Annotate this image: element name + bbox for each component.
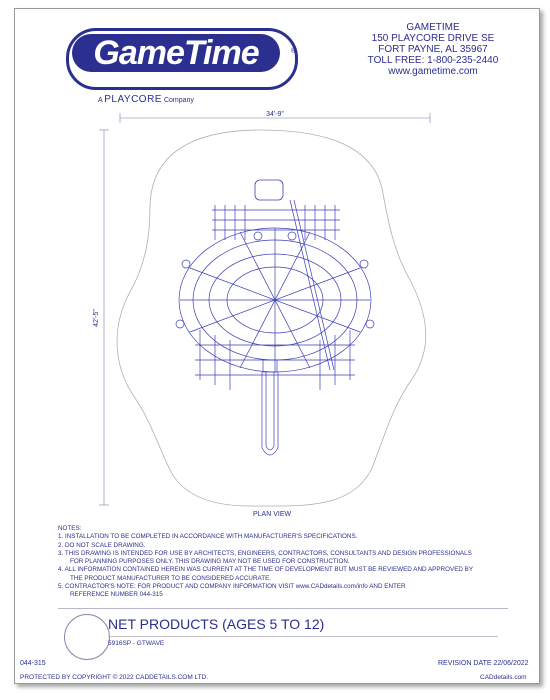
company-phone: TOLL FREE: 1-800-235-2440 <box>367 55 499 66</box>
width-dimension-label: 34'-9" <box>266 111 284 118</box>
company-name: GAMETIME <box>406 22 460 33</box>
tagline-brand: PLAYCORE <box>104 94 162 105</box>
net-structure <box>179 200 371 390</box>
note-1: 1. INSTALLATION TO BE COMPLETED IN ACCORDANCE WITH MANUFACTURER'S SPECIFICATIONS. <box>58 533 358 541</box>
title-block-circle <box>64 614 110 660</box>
copyright-notice: PROTECTED BY COPYRIGHT © 2022 CADDETAILS.COM LTD. <box>20 674 209 681</box>
logo-text: GameTime <box>93 34 259 72</box>
top-deck <box>255 180 283 200</box>
company-address-2: FORT PAYNE, AL 35967 <box>378 44 488 55</box>
revision-date: REVISION DATE 22/06/2022 <box>438 660 529 667</box>
note-3: 3. THIS DRAWING IS INTENDED FOR USE BY ARCHITECTS, ENGINEERS, CONTRACTORS, CONSULTANTS AND DESIGN PROFESSIONALS <box>58 549 472 557</box>
note-5-cont: REFERENCE NUMBER 044-315 <box>70 591 163 599</box>
note-4: 4. ALL INFORMATION CONTAINED HEREIN WAS CURRENT AT THE TIME OF DEVELOPMENT BUT MUST BE REVIEWED AND APPROVED BY <box>58 566 474 574</box>
reference-code: 044-315 <box>20 660 46 667</box>
tagline-suffix: Company <box>163 97 194 104</box>
slide <box>262 360 278 455</box>
note-4-cont: THE PRODUCT MANUFACTURER TO BE CONSIDERED ACCURATE. <box>70 574 272 582</box>
drawing-title: NET PRODUCTS (AGES 5 TO 12) <box>108 616 325 632</box>
registered-mark: ® <box>290 48 296 55</box>
company-website[interactable]: www.gametime.com <box>388 66 478 77</box>
note-3-cont: FOR PLANNING PURPOSES ONLY. THIS DRAWING MAY NOT BE USED FOR CONSTRUCTION. <box>70 558 350 566</box>
note-2: 2. DO NOT SCALE DRAWING. <box>58 541 146 549</box>
height-dimension-label: 42'-5" <box>93 309 100 327</box>
notes-section <box>58 525 498 600</box>
plan-view-label: PLAN VIEW <box>253 511 292 518</box>
title-divider <box>108 636 498 637</box>
drawing-subtitle: 5916SP - GTWAVE <box>108 640 165 647</box>
note-5: 5. CONTRACTOR'S NOTE: FOR PRODUCT AND COMPANY INFORMATION VISIT www.CADdetails.com/info AND ENTER <box>58 583 406 591</box>
company-address-1: 150 PLAYCORE DRIVE SE <box>371 33 495 44</box>
tagline-prefix: A <box>98 97 103 104</box>
height-dimension <box>99 130 109 505</box>
notes-heading: NOTES: <box>58 525 82 532</box>
caddetails-brand[interactable]: CADdetails.com <box>480 674 527 681</box>
